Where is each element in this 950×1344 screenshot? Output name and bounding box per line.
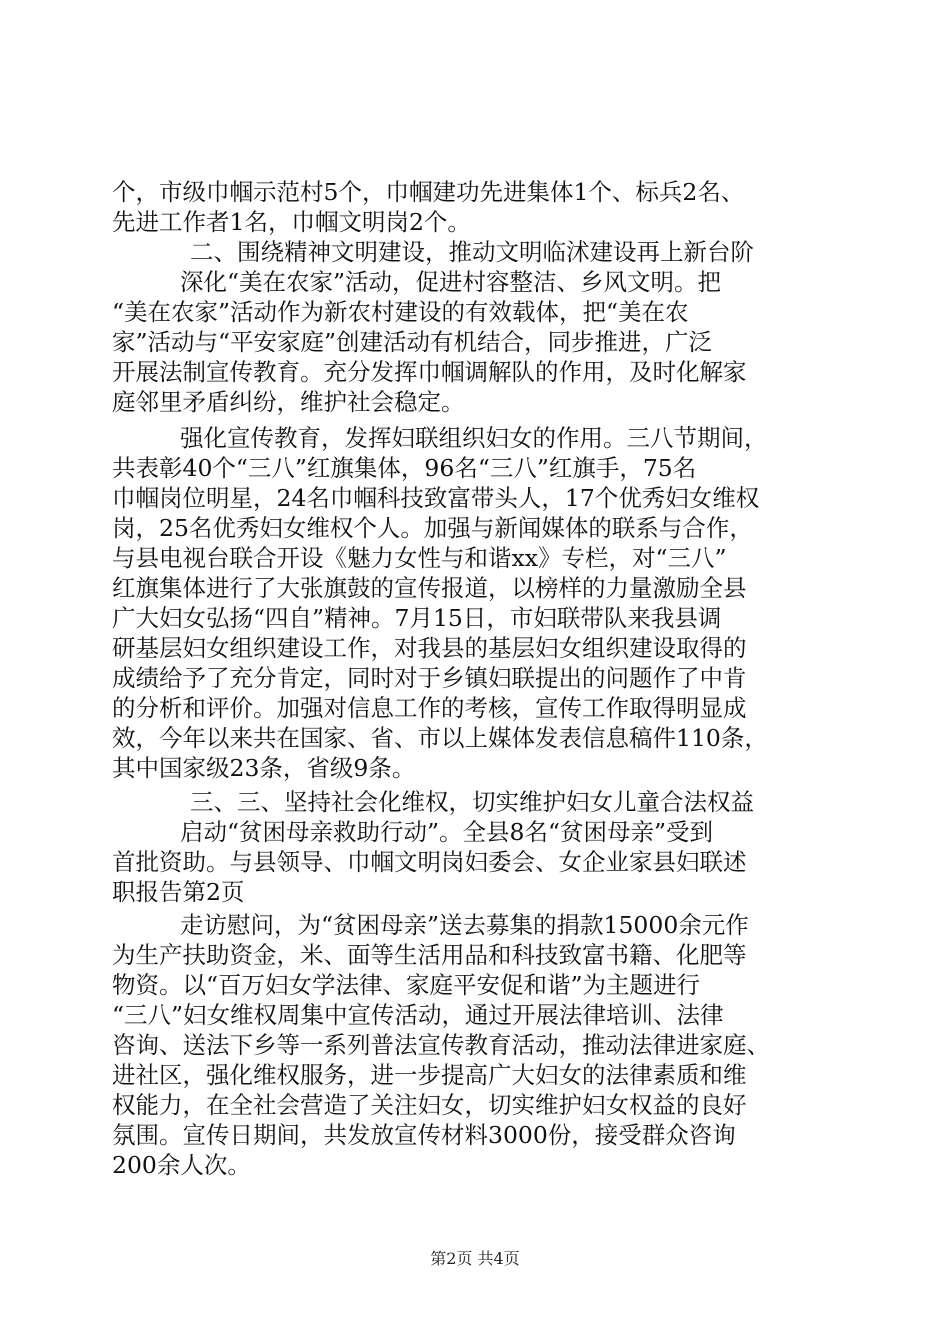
paragraph-line: 权能力，在全社会营造了关注妇女，切实维护妇女权益的良好 [112,1091,747,1119]
paragraph-line: 与县电视台联合开设《魅力女性与和谐xx》专栏，对“三八” [112,544,727,572]
paragraph-line: 广大妇女弘扬“四自”精神。7月15日，市妇联带队来我县调 [112,604,722,632]
section-heading: 三、三、坚持社会化维权，切实维护妇女儿童合法权益 [190,788,754,816]
paragraph-line: 启动“贫困母亲救助行动”。全县8名“贫困母亲”受到 [180,818,714,846]
paragraph-line: 个，市级巾帼示范村5个，巾帼建功先进集体1个、标兵2名、 [112,178,745,206]
paragraph-line: 进社区，强化维权服务，进一步提高广大妇女的法律素质和维 [112,1061,747,1089]
paragraph-line: “美在农家”活动作为新农村建设的有效载体，把“美在农 [112,298,689,326]
paragraph-line: 共表彰40个“三八”红旗集体，96名“三八”红旗手，75名 [112,454,697,482]
paragraph-line: 首批资助。与县领导、巾帼文明岗妇委会、女企业家县妇联述 [112,848,747,876]
paragraph-line: 岗，25名优秀妇女维权个人。加强与新闻媒体的联系与合作， [112,514,753,542]
paragraph-line: 先进工作者1名，巾帼文明岗2个。 [112,208,471,236]
paragraph-line: 的分析和评价。加强对信息工作的考核，宣传工作取得明显成 [112,694,747,722]
paragraph-line: 成绩给予了充分肯定，同时对于乡镇妇联提出的问题作了中肯 [112,664,747,692]
paragraph-line: 职报告第2页 [112,878,245,906]
paragraph-line: 深化“美在农家”活动，促进村容整洁、乡风文明。把 [180,268,722,296]
paragraph-line: 庭邻里矛盾纠纷，维护社会稳定。 [112,388,465,416]
paragraph-line: 其中国家级23条，省级9条。 [112,754,416,782]
page-number-footer: 第2页 共4页 [430,1249,520,1268]
paragraph-line: 红旗集体进行了大张旗鼓的宣传报道，以榜样的力量激励全县 [112,574,747,602]
section-heading: 二、围绕精神文明建设，推动文明临沭建设再上新台阶 [190,238,754,266]
paragraph-line: 研基层妇女组织建设工作，对我县的基层妇女组织建设取得的 [112,634,747,662]
paragraph-line: 效，今年以来共在国家、省、市以上媒体发表信息稿件110条， [112,724,768,752]
paragraph-line: 物资。以“百万妇女学法律、家庭平安促和谐”为主题进行 [112,971,701,999]
paragraph-line: 强化宣传教育，发挥妇联组织妇女的作用。三八节期间， [180,424,768,452]
paragraph-line: “三八”妇女维权周集中宣传活动，通过开展法律培训、法律 [112,1001,724,1029]
paragraph-line: 氛围。宣传日期间，共发放宣传材料3000份，接受群众咨询 [112,1121,736,1149]
paragraph-line: 200余人次。 [112,1151,251,1179]
paragraph-line: 巾帼岗位明星，24名巾帼科技致富带头人，17个优秀妇女维权 [112,484,760,512]
paragraph-line: 咨询、送法下乡等一系列普法宣传教育活动，推动法律进家庭、 [112,1031,770,1059]
paragraph-line: 家”活动与“平安家庭”创建活动有机结合，同步推进，广泛 [112,328,713,356]
paragraph-line: 为生产扶助资金，米、面等生活用品和科技致富书籍、化肥等 [112,941,747,969]
paragraph-line: 开展法制宣传教育。充分发挥巾帼调解队的作用，及时化解家 [112,358,747,386]
paragraph-line: 走访慰问，为“贫困母亲”送去募集的捐款15000余元作 [180,911,749,939]
